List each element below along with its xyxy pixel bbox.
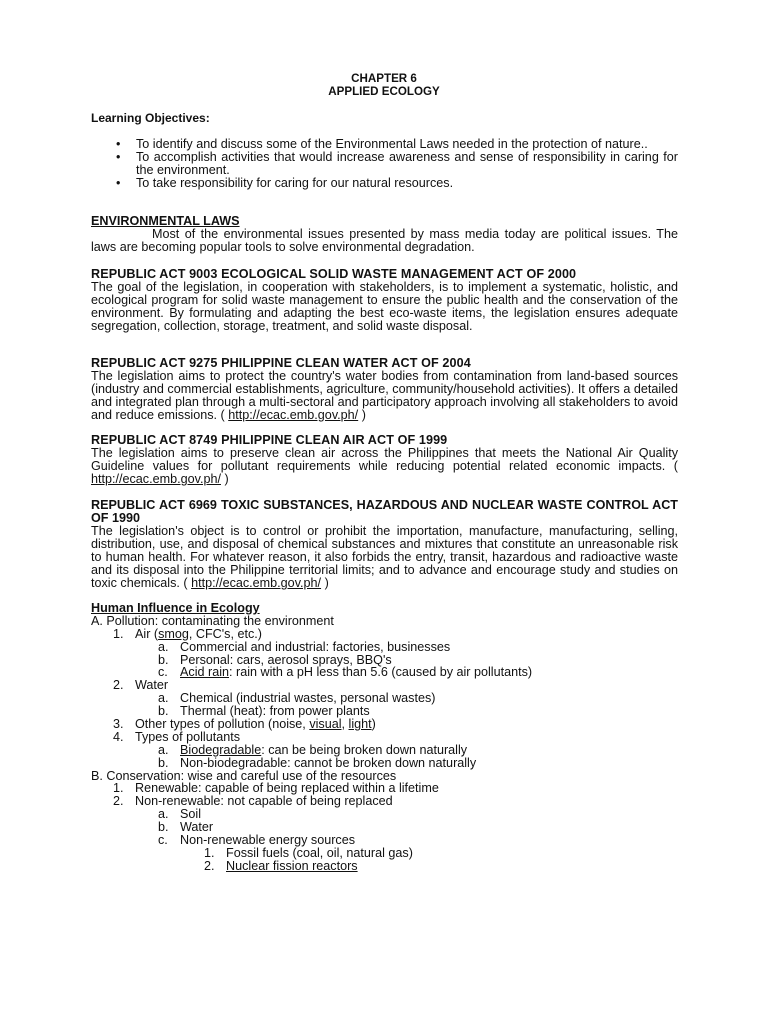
act-body [91, 370, 678, 422]
acid-rain-item: c. Acid rain: rain with a pH less than 5.6 (caused by air pollutants) [158, 665, 533, 680]
act-9003-section [91, 268, 678, 333]
objective-item: • To identify and discuss some of the Environmental Laws needed in the protection of nature.. [91, 138, 678, 151]
air-subitem: b. Personal: cars, aerosol sprays, BBQ's [158, 652, 392, 667]
act-body-text: The legislation aims to protect the country's water bodies from contamination from land-based sources (industry and commercial establishments, agriculture, community/household activities). It offers a detailed and integrated plan through a multi-sectoral and participatory approach involving all stakeholders to avoid and reduce emissions. ( [91, 369, 678, 422]
act-body-tail: ) [324, 576, 329, 590]
act-heading: REPUBLIC ACT 9003 ECOLOGICAL SOLID WASTE MANAGEMENT ACT OF 2000 [91, 267, 577, 281]
objective-item: • To take responsibility for caring for our natural resources. [91, 177, 678, 190]
nuclear-fission-term: Nuclear fission reactors [226, 858, 358, 873]
biodegradable-term: Biodegradable [180, 742, 262, 757]
non-renewable-subitem: c. Non-renewable energy sources [158, 833, 356, 848]
non-renewable-subitem: a. Soil [158, 807, 201, 822]
ecac-link[interactable]: http://ecac.emb.gov.ph/ [191, 576, 322, 590]
non-renewable-subitem: b. Water [158, 820, 214, 835]
act-9275-section [91, 357, 678, 422]
act-body [91, 525, 678, 590]
pollution-item: A. Pollution: contaminating the environment [91, 613, 334, 628]
renewable-item: 1. Renewable: capable of being replaced within a lifetime [113, 781, 439, 796]
act-8749-section [91, 434, 678, 486]
energy-source-item: 1. Fossil fuels (coal, oil, natural gas) [204, 845, 413, 860]
learning-objectives-heading: Learning Objectives: [91, 111, 210, 125]
act-body-text: The legislation aims to preserve clean air across the Philippines that meets the National Air Quality Guideline values for pollutant requirements while reducing potential related economic impacts. ( [91, 446, 678, 473]
environmental-laws-heading: ENVIRONMENTAL LAWS [91, 214, 240, 228]
act-body-tail: ) [224, 472, 229, 486]
objective-item: • To accomplish activities that would increase awareness and sense of responsibility in caring for the environment. [91, 151, 678, 177]
smog-term: smog [158, 626, 189, 641]
acid-rain-term: Acid rain [180, 665, 229, 680]
non-biodegradable-item: b. Non-biodegradable: cannot be broken down naturally [158, 755, 477, 770]
ecac-link[interactable]: http://ecac.emb.gov.ph/ [228, 408, 359, 422]
act-body: The goal of the legislation, in cooperation with stakeholders, is to implement a systematic, holistic, and ecological program for solid waste management to ensure the public health and the conservation of the environment. By formulating and adapting the best eco-waste items, the legislation ensures adequate segregation, collection, storage, treatment, and solid waste disposal. [91, 280, 678, 333]
act-heading: REPUBLIC ACT 6969 TOXIC SUBSTANCES, HAZARDOUS AND NUCLEAR WASTE CONTROL ACT OF 1990 [91, 498, 678, 525]
visual-term: visual [309, 717, 342, 732]
other-pollution-item: 3. Other types of pollution (noise, visual, light) [113, 717, 376, 732]
act-heading: REPUBLIC ACT 8749 PHILIPPINE CLEAN AIR ACT OF 1999 [91, 433, 448, 447]
act-body [91, 447, 678, 486]
water-item: 2. Water [113, 678, 169, 693]
act-6969-section [91, 499, 678, 590]
pollutant-types-item: 4. Types of pollutants [113, 729, 241, 744]
chapter-number: CHAPTER 6 [351, 72, 417, 85]
energy-source-item: 2. Nuclear fission reactors [204, 858, 358, 873]
ecac-link[interactable]: http://ecac.emb.gov.ph/ [91, 472, 221, 486]
environmental-laws-section [91, 215, 678, 254]
chapter-title-block [0, 72, 768, 98]
chapter-title: APPLIED ECOLOGY [328, 85, 440, 98]
objectives-list [91, 138, 678, 190]
act-body-text: The legislation's object is to control or prohibit the importation, manufacture, manufacturing, selling, distribution, use, and disposal of chemical substances and mixtures that constitute an unreasonable risk to human health. For whatever reason, it also forbids the entry, transit, hazardous and radioactive waste and its disposal into the Philippine territorial limits; and to advance and encourage study and studies on toxic chemicals. ( [91, 524, 678, 590]
water-subitem: a. Chemical (industrial wastes, personal wastes) [158, 691, 436, 706]
human-influence-heading: Human Influence in Ecology [91, 601, 260, 615]
act-heading: REPUBLIC ACT 9275 PHILIPPINE CLEAN WATER ACT OF 2004 [91, 356, 471, 370]
air-subitem: a. Commercial and industrial: factories, businesses [158, 639, 451, 654]
human-influence-outline [91, 602, 691, 873]
biodegradable-item: a. Biodegradable: can be being broken down naturally [158, 742, 468, 757]
water-subitem: b. Thermal (heat): from power plants [158, 704, 370, 719]
act-body-tail: ) [361, 408, 366, 422]
environmental-laws-body: Most of the environmental issues presented by mass media today are political issues. The laws are becoming popular tools to solve environmental degradation. [91, 227, 678, 254]
conservation-item: B. Conservation: wise and careful use of the resources [91, 768, 397, 783]
air-item: 1. Air (smog, CFC's, etc.) [113, 626, 262, 641]
light-term: light [348, 717, 372, 732]
non-renewable-item: 2. Non-renewable: not capable of being replaced [113, 794, 393, 809]
